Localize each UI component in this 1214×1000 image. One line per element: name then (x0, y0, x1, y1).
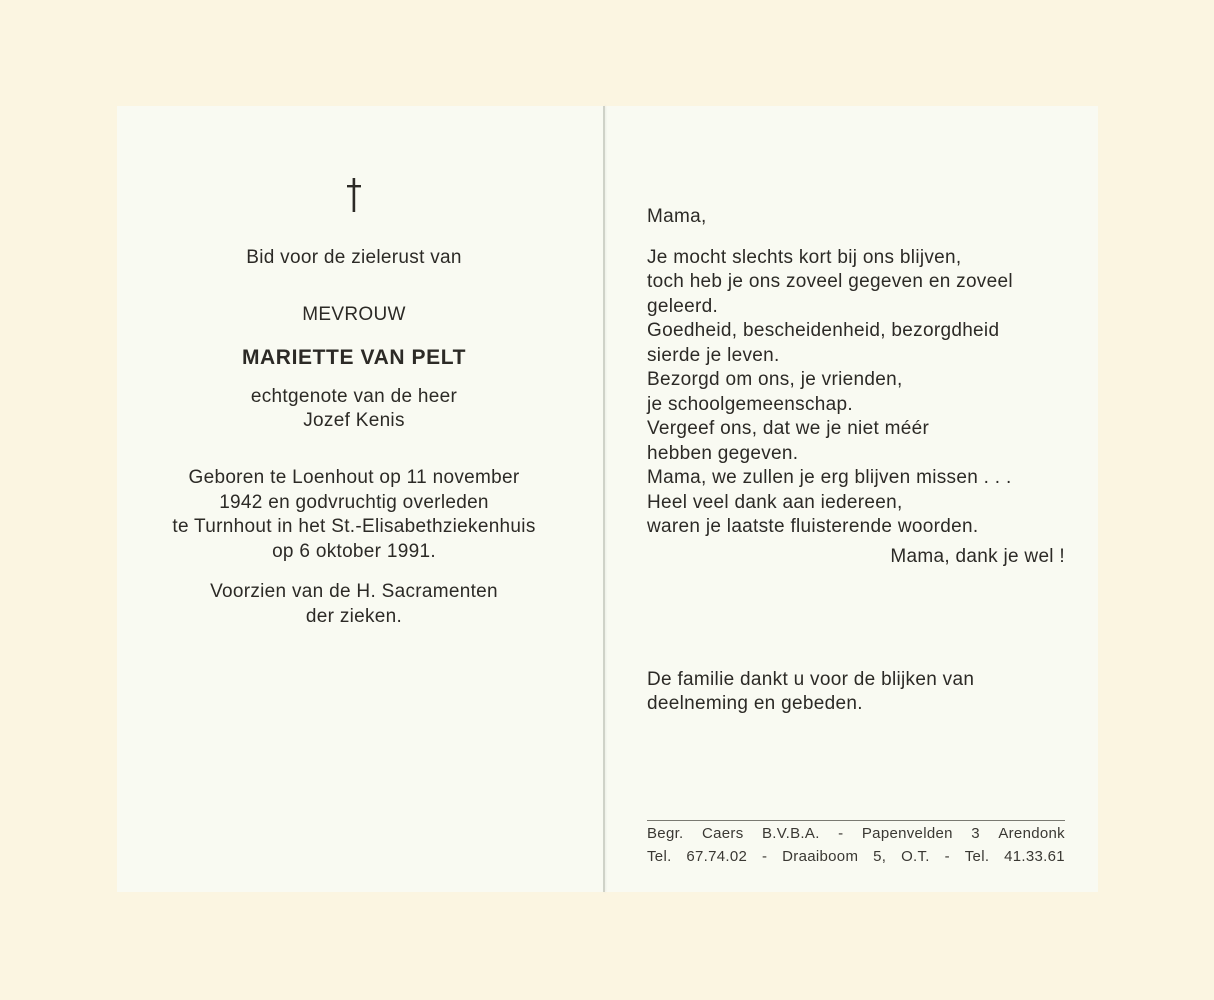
sacrament-line-1: Voorzien van de H. Sacramenten (210, 581, 498, 602)
salutation: MEVROUW (302, 304, 406, 325)
thanks-line-1: De familie dankt u voor de blijken van (647, 669, 975, 690)
signoff: Mama, dank je wel ! (890, 546, 1065, 567)
poem-line: waren je laatste fluisterende woorden. (647, 516, 979, 537)
spouse-line-1: echtgenote van de heer (250, 386, 458, 407)
birth-line-1: Geboren te Loenhout op 11 november (188, 467, 520, 488)
poem-line: Vergeef ons, dat we je niet méér (647, 418, 930, 439)
footer-divider (647, 820, 1065, 821)
birth-line-2: 1942 en godvruchtig overleden (219, 492, 489, 513)
footer-line-2: Tel. 67.74.02 - Draaiboom 5, O.T. - Tel. 41.33.61 (647, 848, 1065, 865)
poem-line: Goedheid, bescheidenheid, bezorgdheid (647, 320, 1000, 341)
poem-line: Je mocht slechts kort bij ons blijven, (647, 247, 962, 268)
birth-line-4: op 6 oktober 1991. (272, 541, 436, 562)
sacrament-line-2: der zieken. (305, 606, 403, 627)
poem-line: Bezorgd om ons, je vrienden, (647, 369, 903, 390)
thanks-line-2: deelneming en gebeden. (647, 693, 863, 714)
poem-line: toch heb je ons zoveel gegeven en zoveel (647, 271, 1013, 292)
left-panel (117, 106, 603, 892)
funeral-home-footer (647, 822, 1065, 868)
latin-cross-icon (117, 176, 591, 216)
poem-line: hebben gegeven. (647, 443, 799, 464)
poem-line: sierde je leven. (647, 345, 780, 366)
footer-line-1: Begr. Caers B.V.B.A. - Papenvelden 3 Arendonk (647, 825, 1065, 842)
birth-line-3: te Turnhout in het St.-Elisabethziekenhuis (172, 516, 536, 537)
greeting: Mama, (647, 206, 707, 227)
poem-line: Heel veel dank aan iedereen, (647, 492, 903, 513)
spouse-line-2: Jozef Kenis (303, 410, 405, 431)
deceased-name: MARIETTE VAN PELT (241, 346, 467, 369)
poem-line: Mama, we zullen je erg blijven missen . . . (647, 467, 1012, 488)
memorial-card (117, 106, 1098, 892)
intro-text: Bid voor de zielerust van (246, 247, 462, 268)
right-panel (605, 106, 1098, 892)
poem-line: je schoolgemeenschap. (647, 394, 853, 415)
poem-line: geleerd. (647, 296, 719, 317)
